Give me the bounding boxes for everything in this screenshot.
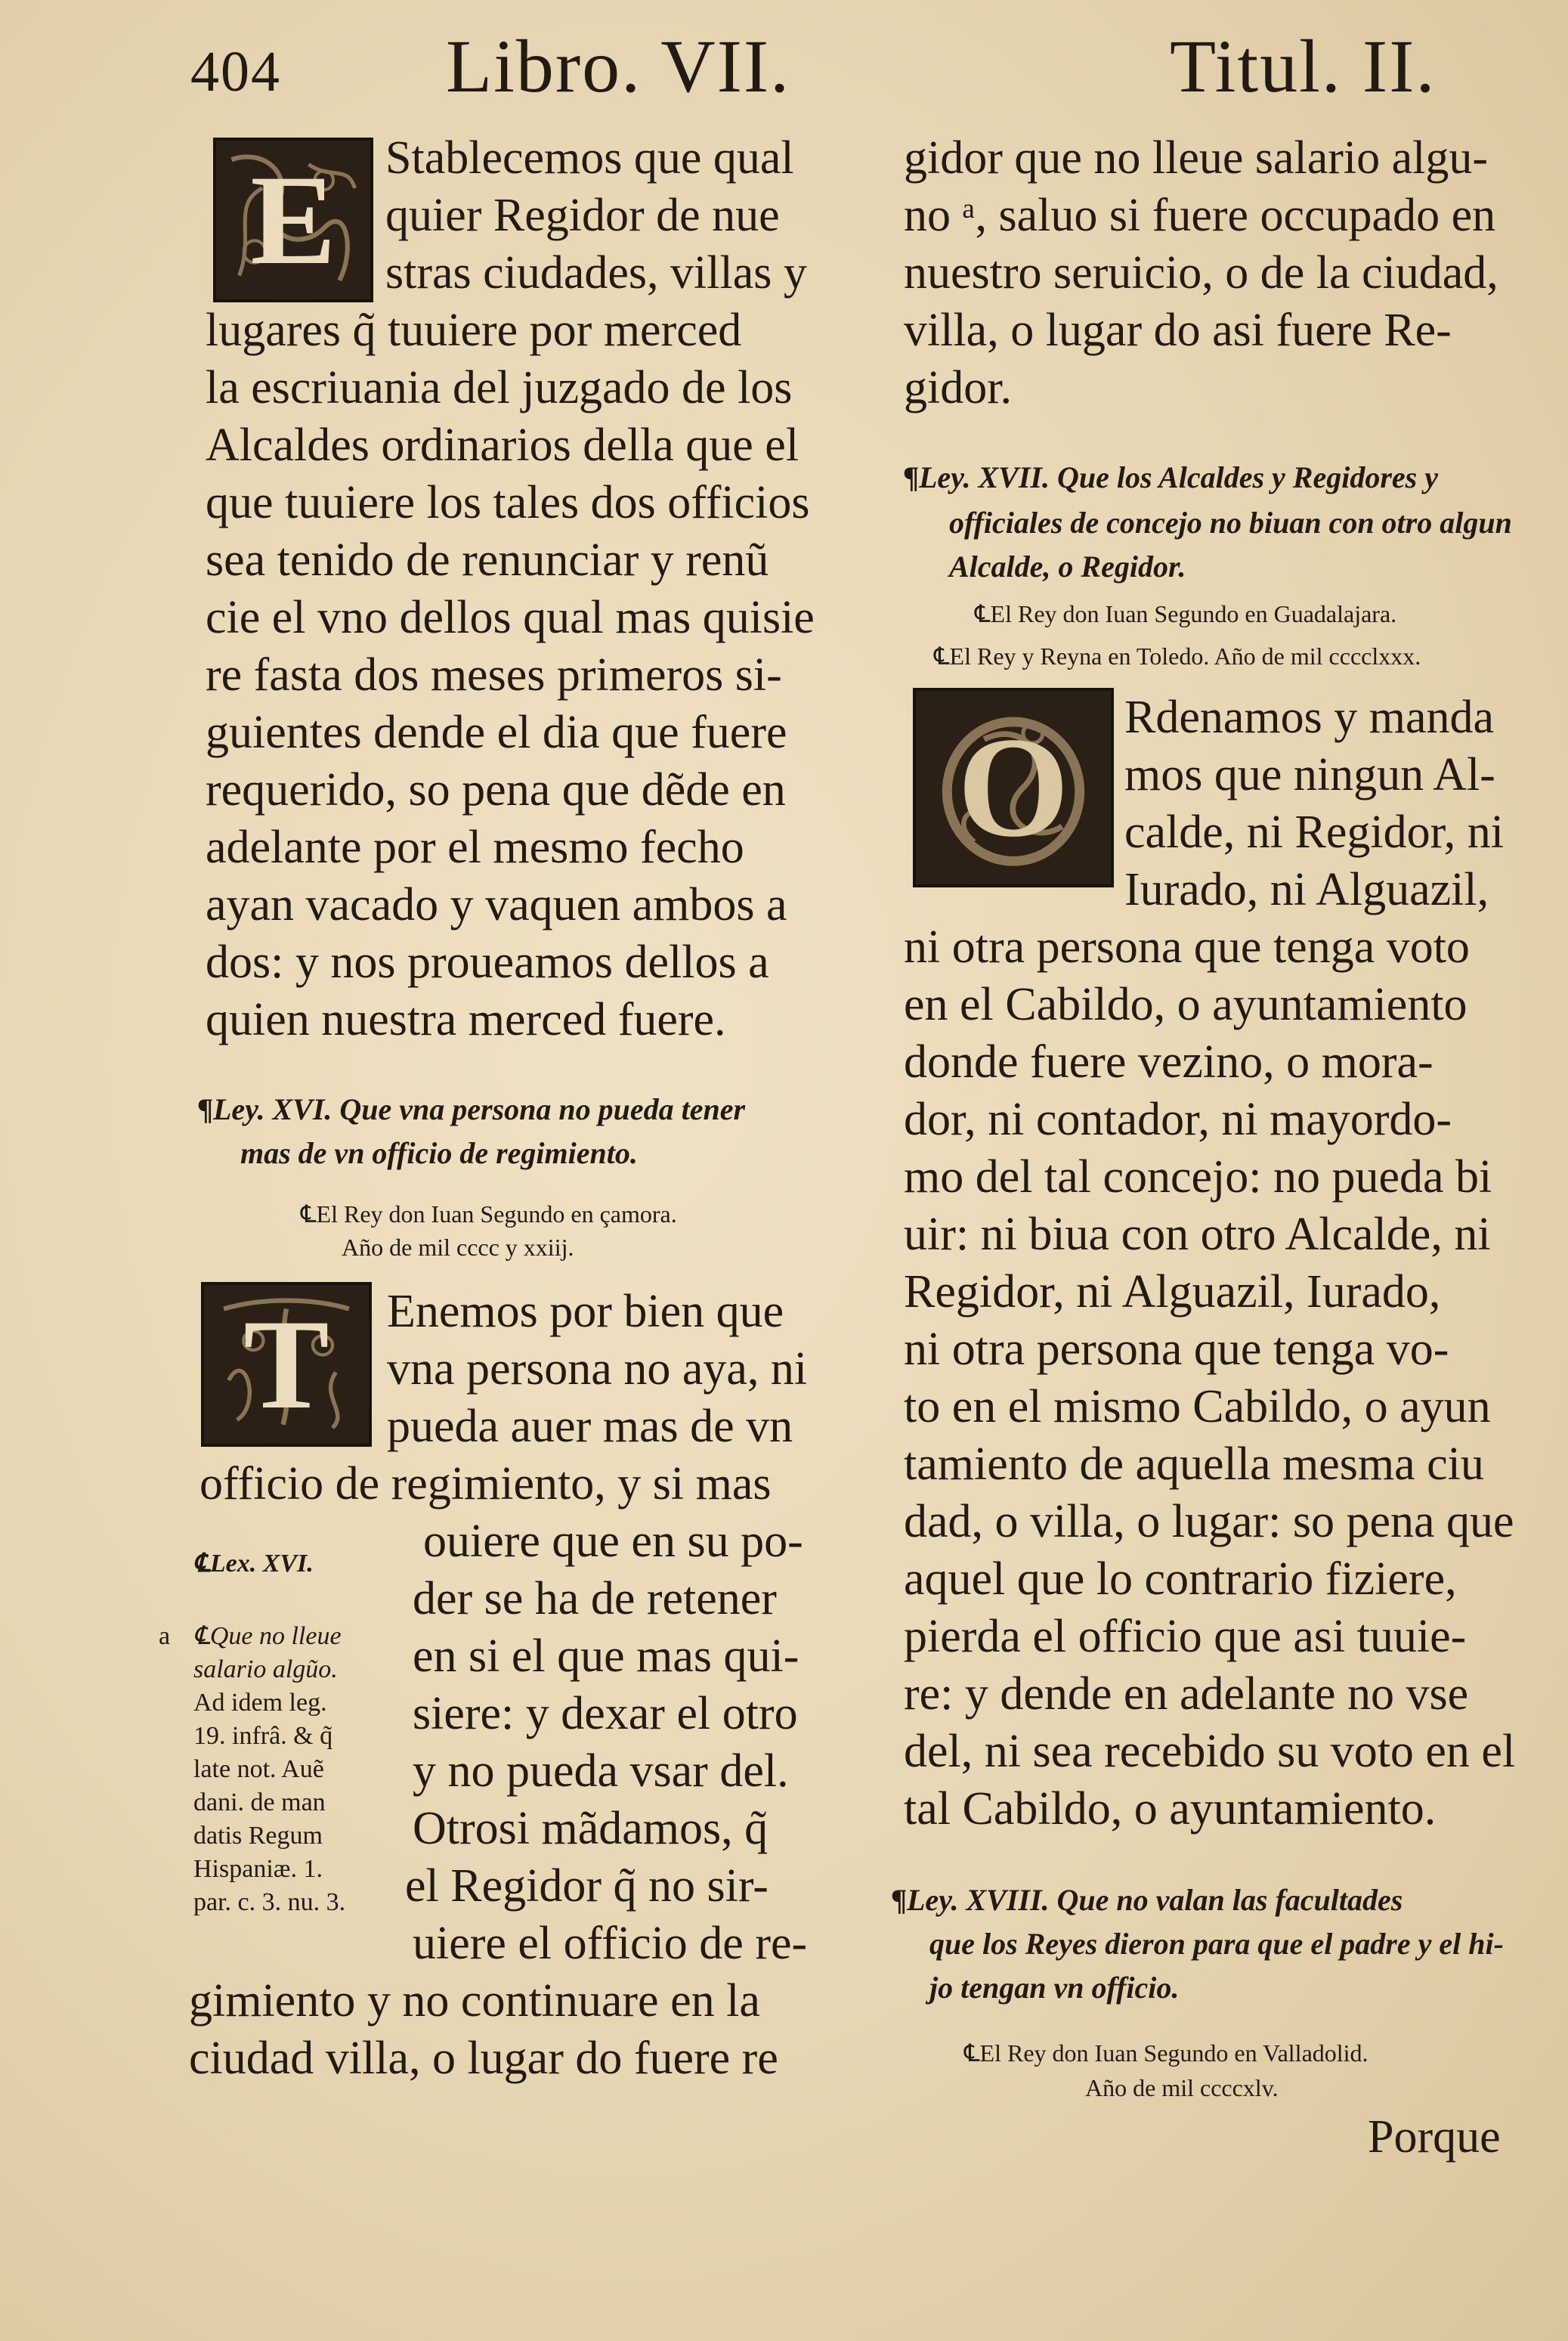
text-line: re: y dende en adelante no vse [904,1668,1469,1720]
text-line: pierda el officio que asi tuuie- [904,1611,1467,1662]
text-line: calde, ni Regidor, ni [1124,807,1504,858]
citation-line: ℄El Rey don Iuan Segundo en Valladolid. [964,2039,1369,2067]
text-line: aquel que lo contrario fiziere, [904,1553,1457,1605]
text-line: Otrosi mãdamos, q̃ [413,1803,769,1854]
rubric-line: jo tengan vn officio. [929,1971,1180,2005]
text-line: la escriuania del juzgado de los [206,362,793,413]
margin-lex: ℄Lex. XVI. [193,1550,314,1578]
citation-line: Año de mil ccccxlv. [1085,2074,1279,2101]
margin-note-line: salario algũo. [193,1655,338,1683]
text-line: nuestro seruicio, o de la ciudad, [904,247,1498,299]
text-line: Enemos por bien que [387,1286,784,1337]
text-line: ni otra persona que tenga vo- [904,1324,1449,1375]
citation-line: ℄El Rey don Iuan Segundo en Guadalajara. [975,600,1397,627]
text-line: guientes dende el dia que fuere [206,707,787,758]
initial-letter: O [957,708,1069,867]
text-line: mo del tal concejo: no pueda bi [904,1151,1492,1203]
decorated-initial-e [213,138,373,302]
text-line: dos: y nos proueamos dellos a [206,937,769,988]
text-line: Alcaldes ordinarios della que el [206,420,799,471]
catchword: Porque [1368,2111,1501,2163]
text-line: gimiento y no continuare en la [189,1975,760,2027]
text-line: mos que ningun Al- [1124,749,1495,800]
text-line: gidor. [904,362,1012,413]
text-line: ciudad villa, o lugar do fuere re [189,2033,778,2084]
initial-letter: T [243,1293,329,1435]
rubric-line: que los Reyes dieron para que el padre y el hi- [929,1927,1504,1961]
decorated-initial-o [913,688,1114,887]
text-line: Stablecemos que qual [385,132,794,184]
margin-note-line: par. c. 3. nu. 3. [193,1888,346,1916]
text-line: lugares q̃ tuuiere por merced [206,305,742,356]
margin-note-line: dani. de man [193,1788,326,1816]
text-line: uiere el officio de re- [413,1918,808,1969]
citation-line: Año de mil cccc y xxiij. [342,1234,574,1261]
text-line: siere: y dexar el otro [413,1688,798,1739]
text-line: donde fuere vezino, o mora- [904,1036,1433,1088]
text-line: en si el que mas qui- [413,1630,799,1682]
text-line: dor, ni contador, ni mayordo- [904,1094,1452,1145]
initial-letter: E [250,148,336,291]
running-head-libro: Libro. VII. [446,24,791,108]
text-line: villa, o lugar do asi fuere Re- [904,305,1452,356]
text-line: adelante por el mesmo fecho [206,822,744,873]
text-line: requerido, so pena que dẽde en [206,764,786,816]
text-line: to en el mismo Cabildo, o ayun [904,1381,1491,1432]
rubric-line: mas de vn officio de regimiento. [240,1136,638,1170]
rubric-line: ¶Ley. XVI. Que vna persona no pueda tener [198,1092,746,1126]
text-line: officio de regimiento, y si mas [199,1458,772,1510]
text-line: quier Regidor de nue [385,190,780,241]
text-line: gidor que no lleue salario algu- [904,132,1489,184]
running-head-titul: Titul. II. [1170,24,1437,108]
text-line: stras ciudades, villas y [385,247,807,299]
text-line: el Regidor q̃ no sir- [405,1860,769,1912]
citation-line: ℄El Rey y Reyna en Toledo. Año de mil cccclxxx. [934,643,1421,670]
text-line: en el Cabildo, o ayuntamiento [904,979,1467,1030]
margin-note-line: datis Regum [193,1822,323,1850]
text-line: dad, o villa, o lugar: so pena que [904,1496,1514,1547]
margin-note-line: late not. Auẽ [193,1755,324,1783]
text-line: quien nuestra merced fuere. [206,994,726,1045]
page-number: 404 [190,40,281,104]
text-line: der se ha de retener [413,1573,777,1624]
rubric-line: officiales de concejo no biuan con otro algun [949,506,1512,540]
citation-line: ℄El Rey don Iuan Segundo en çamora. [301,1200,677,1228]
text-line: no ᵃ, saluo si fuere occupado en [904,190,1496,241]
text-line: sea tenido de renunciar y renũ [206,534,769,586]
text-line: tal Cabildo, o ayuntamiento. [904,1783,1437,1835]
text-line: del, ni sea recebido su voto en el [904,1726,1516,1777]
margin-note-line: Hispaniæ. 1. [193,1855,323,1883]
margin-note-line: ℄Que no lleue [193,1622,342,1650]
text-line: vna persona no aya, ni [387,1343,808,1395]
rubric-line: Alcalde, o Regidor. [949,550,1186,584]
rubric-line: ¶Ley. XVII. Que los Alcaldes y Regidores y [904,460,1438,494]
text-line: re fasta dos meses primeros si- [206,649,782,701]
margin-note-marker: a [159,1622,171,1650]
text-line: Rdenamos y manda [1124,692,1495,743]
text-line: uir: ni biua con otro Alcalde, ni [904,1209,1491,1260]
text-line: ouiere que en su po- [423,1516,803,1567]
decorated-initial-t [201,1282,372,1447]
text-line: Regidor, ni Alguazil, Iurado, [904,1266,1441,1318]
text-line: ni otra persona que tenga voto [904,921,1470,973]
text-line: ayan vacado y vaquen ambos a [206,879,787,931]
text-line: pueda auer mas de vn [387,1401,793,1452]
text-line: y no pueda vsar del. [413,1745,789,1797]
margin-note-line: 19. infrâ. & q̃ [193,1722,333,1750]
text-line: cie el vno dellos qual mas quisie [206,592,815,643]
text-line: Iurado, ni Alguazil, [1124,864,1489,915]
text-line: que tuuiere los tales dos officios [206,477,810,528]
text-line: tamiento de aquella mesma ciu [904,1438,1484,1490]
margin-note-line: Ad idem leg. [193,1689,327,1717]
rubric-line: ¶Ley. XVIII. Que no valan las facultades [892,1883,1403,1917]
